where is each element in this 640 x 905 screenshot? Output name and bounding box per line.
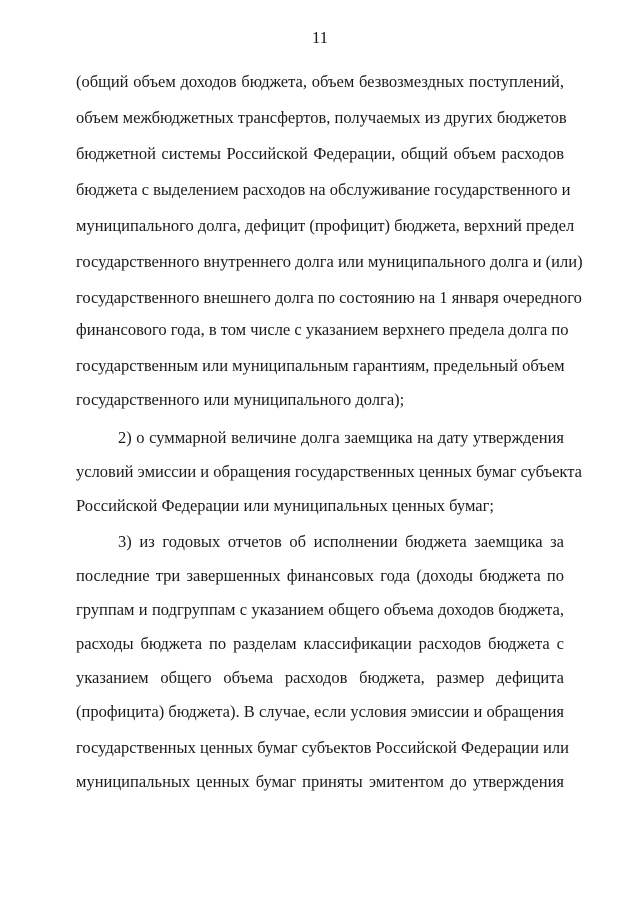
page-number: 11 [311, 28, 329, 47]
text-line: государственного внешнего долга по состоянию на 1 января очередного [76, 288, 582, 307]
text-line: условий эмиссии и обращения государственных ценных бумаг субъекта [76, 462, 582, 481]
text-line: Российской Федерации или муниципальных ценных бумаг; [76, 496, 494, 515]
text-line: государственным или муниципальным гарантиям, предельный объем [76, 356, 565, 375]
text-line: государственных ценных бумаг субъектов Российской Федерации или [76, 738, 569, 757]
text-line: 2) о суммарной величине долга заемщика на дату утверждения [118, 428, 564, 447]
text-line: государственного внутреннего долга или муниципального долга и (или) [76, 252, 583, 271]
text-line: указанием общего объема расходов бюджета, размер дефицита [76, 668, 564, 687]
text-line: бюджета с выделением расходов на обслуживание государственного и [76, 180, 571, 199]
text-line: расходы бюджета по разделам классификации расходов бюджета с [76, 634, 564, 653]
text-line: группам и подгруппам с указанием общего объема доходов бюджета, [76, 600, 564, 619]
text-line: муниципальных ценных бумаг приняты эмитентом до утверждения [76, 772, 564, 791]
text-line: бюджетной системы Российской Федерации, общий объем расходов [76, 144, 564, 163]
text-line: последние три завершенных финансовых года (доходы бюджета по [76, 566, 564, 585]
text-line: муниципального долга, дефицит (профицит) бюджета, верхний предел [76, 216, 575, 235]
text-line: финансового года, в том числе с указанием верхнего предела долга по [76, 320, 569, 339]
text-line: объем межбюджетных трансфертов, получаемых из других бюджетов [76, 108, 567, 127]
text-line: государственного или муниципального долга); [76, 390, 405, 409]
text-line: (профицита) бюджета). В случае, если условия эмиссии и обращения [76, 702, 564, 721]
text-line: (общий объем доходов бюджета, объем безвозмездных поступлений, [76, 72, 564, 91]
text-line: 3) из годовых отчетов об исполнении бюджета заемщика за [118, 532, 564, 551]
